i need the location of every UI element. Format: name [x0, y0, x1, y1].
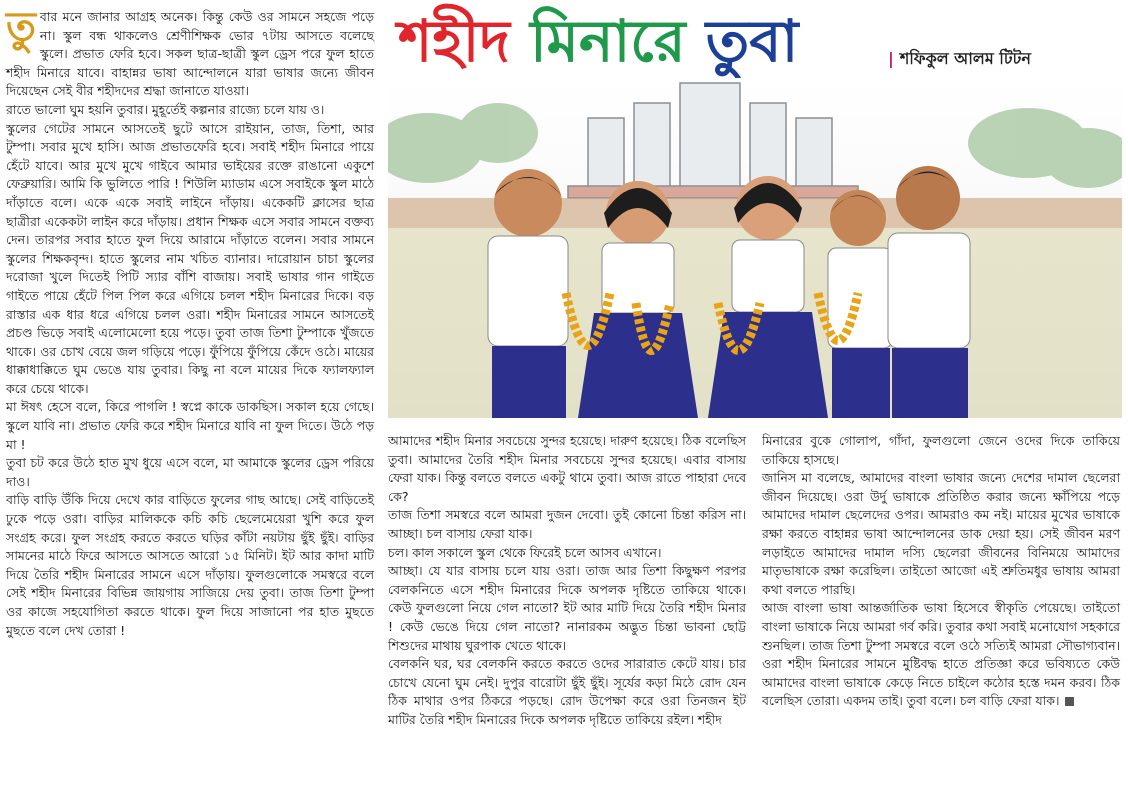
title-word-2: মিনারে: [530, 7, 686, 75]
story-illustration: [388, 78, 1122, 418]
story-header: [388, 6, 1122, 78]
paragraph: বাড়ি বাড়ি উঁকি দিয়ে দেখে কার বাড়িতে ফুলের গাছ আছে। সেই বাড়িতেই ঢুকে পড়ে ওরা। বাড়ির মালিককে কচি কচি ছেলেমেয়েরা খুশি করে ফুল সংগ্রহ করে। ফুল সংগ্রহ করতে করতে ঘড়ির কাঁটা নয়টায় ছুঁই ছুঁই। বাড়ির সামনের মাঠে ফিরে আসতে আসতে আরো ১৫ মিনিট। ইট আর কাদা মাটি দিয়ে তৈরি শহীদ মিনারের সামনে এসে দাঁড়ায়। ফুলগুলোকে সমস্বরে বলে সেই শহীদ মিনারের বিভিন্ন জায়গায় সাজিয়ে দেয় তুবা। তাজ তিশা টুম্পা ওর কাজে সহযোগিতা করতে থাকে। ফুল দিয়ে সাজানো পর হাত মুছতে মুছতে বলে দেখ তোরা !: [6, 492, 374, 638]
paragraph: [762, 599, 1120, 711]
paragraph: স্কুলের গেটের সামনে আসতেই ছুটে আসে রাইয়ান, তাজ, তিশা, আর টুম্পা। সবার মুখে হাসি। আজ প্রভাতফেরি হবে। সবাই শহীদ মিনারে পায়ে হেঁটে যাবে। আর মুখে মুখে গাইবে আমার ভাইয়ের রক্তে রাঙানো একুশে ফেব্রুয়ারি। আমি কি ভুলিতে পারি ! শিউলি ম্যাডাম এসে সবাইকে স্কুল মাঠে দাঁড়াতে বলে। একে একে সবাই লাইনে দাঁড়ায়। একেকটি ক্লাসের ছাত্র ছাত্রীরা একেকটা লাইন করে দাঁড়ায়। প্রধান শিক্ষক এসে সবার সামনে বক্তব্য দেন। তারপর সবার হাতে ফুল দিয়ে আরামে দাঁড়াতে বলেন। সবার সামনে স্কুলের শিক্ষকবৃন্দ। হাতে স্কুলের নাম খচিত ব্যানার। দারোয়ান চাচা স্কুলের দরোজা খুলে দিতেই পিটি স্যার বাঁশি বাজায়। সবাই ভাষার গান গাইতে গাইতে পায়ে হেঁটে পিল পিল করে এগিয়ে চলল শহীদ মিনারের দিকে। বড় রাস্তার এক ধার ধরে এগিয়ে চলল ওরা। শহীদ মিনারের সামনে আসতেই প্রচণ্ড ভিড়ে সবাই এলোমেলো হয়ে পড়ে। তুবা তাজ তিশা টুম্পাকে খুঁজতে থাকে। ওর চোখ বেয়ে জল গড়িয়ে পড়ে। ফুঁপিয়ে ফুঁপিয়ে কেঁদে ওঠে। মায়ের ধাক্কাধাক্কিতে ঘুম ভেঙে যায় তুবার। কিছু না বলে মায়ের দিকে ফ্যালফ্যাল করে চেয়ে থাকে।: [6, 120, 374, 396]
paragraph: মা ঈষৎ হেসে বলে, কিরে পাগলি ! স্বপ্নে কাকে ডাকছিস। সকাল হয়ে গেছে। স্কুলে যাবি না। প্রভাত ফেরি করে শহীদ মিনারে যাবি না ফুল দিতে। উঠে পড় মা !: [6, 399, 374, 452]
paragraph: জানিস মা বলেছে, আমাদের বাংলা ভাষার জন্যে দেশের দামাল ছেলেরা জীবন দিয়েছে। ওরা উর্দু ভাষাকে প্রতিষ্ঠিত করার জন্যে ক্ষাঁপিয়ে পড়ে আমাদের দামাল ছেলেদের ওপর। আমরাও কম নই। মায়ের মুখের ভাষাকে রক্ষা করতে বাহান্নর ভাষা আন্দোলনের ডাক দেয়া হয়। সেই জীবন মরণ লড়াইতে আমাদের দামাল দস্যি ছেলেরা জীবনের বিনিময়ে আমাদের মাতৃভাষাকে রক্ষা করেছিল। তাইতো আজো এই শ্রুতিমধুর ভাষায় আমরা কথা বলতে পারছি।: [762, 470, 1120, 597]
story-column-3: [762, 432, 1120, 711]
story-title: [398, 6, 798, 76]
author-name: শফিকুল আলম টিটন: [899, 49, 1031, 68]
drop-cap: তু: [6, 4, 36, 50]
paragraph: রাতে ভালো ঘুম হয়নি তুবার। মুহূর্তেই কল্পনার রাজ্যে চলে যায় ও।: [6, 101, 325, 117]
title-word-1: শহীদ: [398, 7, 510, 75]
paragraph: চল। কাল সকালে স্কুল থেকে ফিরেই চলে আসব এখানে।: [388, 544, 662, 560]
author-byline: [888, 46, 1031, 73]
paragraph: তাজ তিশা সমস্বরে বলে আমরা দুজন দেবো। তুই কোনো চিন্তা করিস না। আচ্ছা। চল বাসায় ফেরা যাক।: [388, 507, 746, 541]
boy-right: [888, 166, 970, 418]
paragraph: আমাদের শহীদ মিনার সবচেয়ে সুন্দর হয়েছে। দারুণ হয়েছে। ঠিক বলেছিস তুবা। আমাদের তৈরি শহীদ মিনার সবচেয়ে সুন্দর হয়েছে। এবার বাসায় ফেরা যাক। কিন্তু বলতে বলতে একটু থামে তুবা। আজ রাতে পাহারা দেবে কে?: [388, 433, 746, 504]
paragraph: বেলকনি ঘর, ঘর বেলকনি করতে করতে ওদের সারারাত কেটে যায়। চার চোখে যেনো ঘুম নেই। দুপুর বারোটা ছুঁই ছুঁই। সূর্যের কড়া মিঠে রোদ যেন ঠিক মাথার ওপর ঠিকরে পড়ছে। রোদ উপেক্ষা করে ওরা তিনজন ইট মাটির তৈরি শহীদ মিনারের দিকে অপলক দৃষ্টিতে তাকিয়ে রইল। শহীদ: [388, 656, 746, 727]
end-of-story-mark: [1065, 697, 1074, 706]
title-word-3: তুবা: [705, 7, 799, 75]
paragraph-text: আজ বাংলা ভাষা আন্তর্জাতিক ভাষা হিসেবে স্বীকৃতি পেয়েছে। তাইতো বাংলা ভাষাকে নিয়ে আমরা গর্ব করি। তুবার কথা সবাই মনোযোগ সহকারে শুনছিল। তাজ তিশা টুম্পা সমস্বরে বলে ওঠে সত্যিই আমরা সৌভাগ্যবান। ওরা শহীদ মিনারের সামনে মুষ্টিবদ্ধ হাতে প্রতিজ্ঞা করে ভবিষ্যতে কেউ আমাদের বাংলা ভাষাকে কেড়ে নিতে চাইলে কঠোর হস্তে দমন করব। ঠিক বলেছিস তোরা। একদম তাই। তুবা বলে। চল বাড়ি ফেরা যাক।: [762, 600, 1120, 709]
story-column-2: [388, 432, 746, 730]
boy-left: [488, 169, 568, 418]
byline-divider: |: [888, 49, 894, 68]
paragraph: তুবা চট করে উঠে হাত মুখ ধুয়ে এসে বলে, মা আমাকে স্কুলের ড্রেস পরিয়ে দাও।: [6, 455, 374, 489]
paragraph: বার মনে জানার আগ্রহ অনেক। কিন্তু কেউ ওর সামনে সহজে পড়ে না। স্কুল বন্ধ থাকলেও শ্রেণীশিক্ষক ভোর ৭টায় আসতে বলেছে স্কুলে। প্রভাত ফেরি হবে। সকল ছাত্র-ছাত্রী স্কুল ড্রেস পরে ফুল হাতে শহীদ মিনারে যাবে। বাহান্নর ভাষা আন্দোলনে যারা ভাষার জন্যে জীবন দিয়েছেন সেই বীর শহীদদের শ্রদ্ধা জানাতে যাওয়া।: [6, 9, 374, 99]
paragraph: আচ্ছা। যে যার বাসায় চলে যায় ওরা। তাজ আর তিশা কিছুক্ষণ পরপর বেলকনিতে এসে শহীদ মিনারের দিকে অপলক দৃষ্টিতে তাকিয়ে থাকে। কেউ ফুলগুলো নিয়ে গেল নাতো? ইট আর মাটি দিয়ে তৈরি শহীদ মিনার ! কেউ ভেঙে দিয়ে গেল নাতো? নানারকম অদ্ভুত চিন্তা ভাবনা ছোট্ট শিশুদের মাথায় ঘুরপাক খেতে থাকে।: [388, 563, 746, 653]
story-column-1: [6, 4, 374, 640]
paragraph: মিনারের বুকে গোলাপ, গাঁদা, ফুলগুলো জেনে ওদের দিকে তাকিয়ে তাকিয়ে হাসছে।: [762, 433, 1120, 467]
